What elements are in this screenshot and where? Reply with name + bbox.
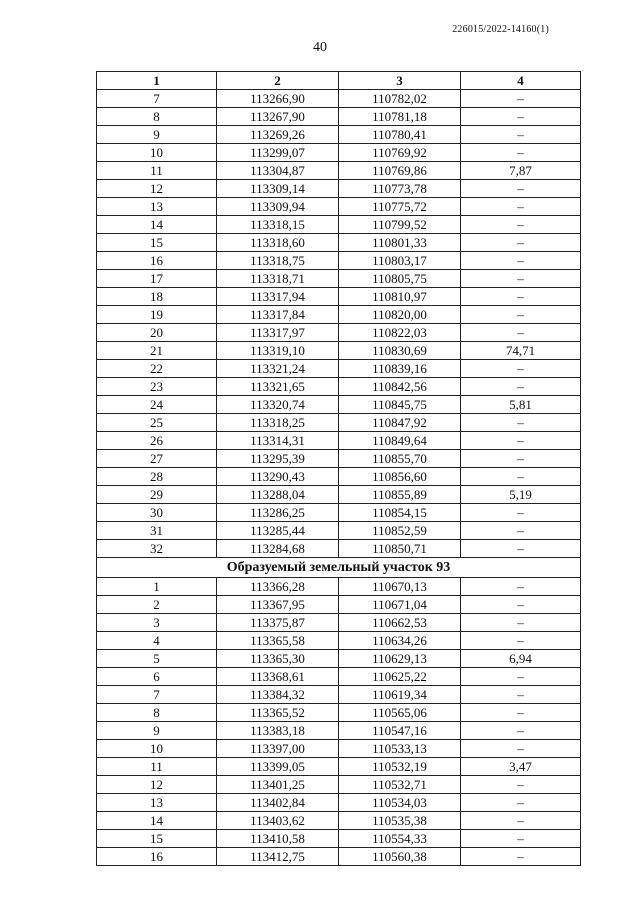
point-number-cell: 14	[97, 216, 217, 234]
x-coordinate-cell: 113365,30	[217, 650, 339, 668]
y-coordinate-cell: 110634,26	[339, 632, 461, 650]
y-coordinate-cell: 110820,00	[339, 306, 461, 324]
y-coordinate-cell: 110822,03	[339, 324, 461, 342]
table-row	[97, 360, 581, 378]
y-coordinate-cell: 110773,78	[339, 180, 461, 198]
y-coordinate-cell: 110532,19	[339, 758, 461, 776]
radius-cell: –	[461, 414, 581, 432]
x-coordinate-cell: 113299,07	[217, 144, 339, 162]
x-coordinate-cell: 113366,28	[217, 578, 339, 596]
y-coordinate-cell: 110535,38	[339, 812, 461, 830]
x-coordinate-cell: 113321,65	[217, 378, 339, 396]
point-number-cell: 5	[97, 650, 217, 668]
radius-cell: –	[461, 90, 581, 108]
point-number-cell: 12	[97, 180, 217, 198]
point-number-cell: 22	[97, 360, 217, 378]
point-number-cell: 9	[97, 722, 217, 740]
y-coordinate-cell: 110532,71	[339, 776, 461, 794]
y-coordinate-cell: 110769,86	[339, 162, 461, 180]
y-coordinate-cell: 110775,72	[339, 198, 461, 216]
y-coordinate-cell: 110781,18	[339, 108, 461, 126]
table-row	[97, 378, 581, 396]
radius-cell: 6,94	[461, 650, 581, 668]
y-coordinate-cell: 110629,13	[339, 650, 461, 668]
x-coordinate-cell: 113317,94	[217, 288, 339, 306]
table-row	[97, 686, 581, 704]
section-title: Образуемый земельный участок 93	[97, 558, 581, 578]
point-number-cell: 3	[97, 614, 217, 632]
table-row	[97, 794, 581, 812]
page-number: 40	[313, 40, 327, 55]
radius-cell: –	[461, 686, 581, 704]
point-number-cell: 11	[97, 758, 217, 776]
y-coordinate-cell: 110554,33	[339, 830, 461, 848]
x-coordinate-cell: 113375,87	[217, 614, 339, 632]
x-coordinate-cell: 113284,68	[217, 540, 339, 558]
x-coordinate-cell: 113368,61	[217, 668, 339, 686]
table-row	[97, 252, 581, 270]
x-coordinate-cell: 113403,62	[217, 812, 339, 830]
y-coordinate-cell: 110805,75	[339, 270, 461, 288]
point-number-cell: 23	[97, 378, 217, 396]
table-row	[97, 180, 581, 198]
table-row	[97, 704, 581, 722]
x-coordinate-cell: 113384,32	[217, 686, 339, 704]
y-coordinate-cell: 110803,17	[339, 252, 461, 270]
radius-cell: –	[461, 450, 581, 468]
x-coordinate-cell: 113286,25	[217, 504, 339, 522]
table-row	[97, 468, 581, 486]
table-row	[97, 632, 581, 650]
table-row	[97, 614, 581, 632]
y-coordinate-cell: 110854,15	[339, 504, 461, 522]
y-coordinate-cell: 110671,04	[339, 596, 461, 614]
x-coordinate-cell: 113318,15	[217, 216, 339, 234]
y-coordinate-cell: 110565,06	[339, 704, 461, 722]
x-coordinate-cell: 113318,25	[217, 414, 339, 432]
radius-cell: –	[461, 522, 581, 540]
point-number-cell: 27	[97, 450, 217, 468]
section-title-row	[97, 558, 581, 578]
point-number-cell: 30	[97, 504, 217, 522]
x-coordinate-cell: 113309,14	[217, 180, 339, 198]
x-coordinate-cell: 113290,43	[217, 468, 339, 486]
column-header-x-coordinate: 2	[217, 72, 339, 90]
point-number-cell: 4	[97, 632, 217, 650]
y-coordinate-cell: 110855,70	[339, 450, 461, 468]
radius-cell: –	[461, 740, 581, 758]
point-number-cell: 31	[97, 522, 217, 540]
y-coordinate-cell: 110799,52	[339, 216, 461, 234]
x-coordinate-cell: 113397,00	[217, 740, 339, 758]
radius-cell: –	[461, 540, 581, 558]
radius-cell: –	[461, 360, 581, 378]
radius-cell: –	[461, 126, 581, 144]
y-coordinate-cell: 110839,16	[339, 360, 461, 378]
point-number-cell: 12	[97, 776, 217, 794]
y-coordinate-cell: 110856,60	[339, 468, 461, 486]
radius-cell: 5,19	[461, 486, 581, 504]
x-coordinate-cell: 113267,90	[217, 108, 339, 126]
radius-cell: –	[461, 324, 581, 342]
radius-cell: –	[461, 812, 581, 830]
x-coordinate-cell: 113317,84	[217, 306, 339, 324]
y-coordinate-cell: 110560,38	[339, 848, 461, 866]
y-coordinate-cell: 110662,53	[339, 614, 461, 632]
radius-cell: –	[461, 848, 581, 866]
x-coordinate-cell: 113318,71	[217, 270, 339, 288]
document-registration-number: 226015/2022-14160(1)	[452, 24, 549, 35]
header-row	[97, 72, 581, 90]
table-row	[97, 126, 581, 144]
radius-cell: 3,47	[461, 758, 581, 776]
table-row	[97, 650, 581, 668]
radius-cell: –	[461, 234, 581, 252]
x-coordinate-cell: 113295,39	[217, 450, 339, 468]
table-row	[97, 758, 581, 776]
radius-cell: –	[461, 378, 581, 396]
y-coordinate-cell: 110855,89	[339, 486, 461, 504]
x-coordinate-cell: 113412,75	[217, 848, 339, 866]
point-number-cell: 32	[97, 540, 217, 558]
x-coordinate-cell: 113399,05	[217, 758, 339, 776]
y-coordinate-cell: 110533,13	[339, 740, 461, 758]
table-row	[97, 288, 581, 306]
point-number-cell: 17	[97, 270, 217, 288]
point-number-cell: 16	[97, 848, 217, 866]
table-row	[97, 306, 581, 324]
y-coordinate-cell: 110830,69	[339, 342, 461, 360]
radius-cell: –	[461, 216, 581, 234]
point-number-cell: 13	[97, 794, 217, 812]
radius-cell: –	[461, 596, 581, 614]
radius-cell: 74,71	[461, 342, 581, 360]
table-row	[97, 270, 581, 288]
table-header	[97, 72, 581, 90]
point-number-cell: 1	[97, 578, 217, 596]
radius-cell: –	[461, 794, 581, 812]
point-number-cell: 29	[97, 486, 217, 504]
table-row	[97, 830, 581, 848]
x-coordinate-cell: 113288,04	[217, 486, 339, 504]
table-row	[97, 216, 581, 234]
point-number-cell: 24	[97, 396, 217, 414]
table-row	[97, 504, 581, 522]
table-row	[97, 486, 581, 504]
y-coordinate-cell: 110847,92	[339, 414, 461, 432]
table-row	[97, 396, 581, 414]
x-coordinate-cell: 113402,84	[217, 794, 339, 812]
point-number-cell: 21	[97, 342, 217, 360]
table-row	[97, 162, 581, 180]
radius-cell: –	[461, 144, 581, 162]
radius-cell: –	[461, 180, 581, 198]
table-row	[97, 198, 581, 216]
table-row	[97, 324, 581, 342]
point-number-cell: 14	[97, 812, 217, 830]
radius-cell: 7,87	[461, 162, 581, 180]
radius-cell: 5,81	[461, 396, 581, 414]
point-number-cell: 9	[97, 126, 217, 144]
radius-cell: –	[461, 306, 581, 324]
radius-cell: –	[461, 288, 581, 306]
radius-cell: –	[461, 830, 581, 848]
x-coordinate-cell: 113304,87	[217, 162, 339, 180]
point-number-cell: 16	[97, 252, 217, 270]
radius-cell: –	[461, 578, 581, 596]
radius-cell: –	[461, 198, 581, 216]
x-coordinate-cell: 113269,26	[217, 126, 339, 144]
table-row	[97, 108, 581, 126]
radius-cell: –	[461, 722, 581, 740]
y-coordinate-cell: 110801,33	[339, 234, 461, 252]
radius-cell: –	[461, 614, 581, 632]
table-row	[97, 90, 581, 108]
radius-cell: –	[461, 252, 581, 270]
table-row	[97, 234, 581, 252]
y-coordinate-cell: 110842,56	[339, 378, 461, 396]
point-number-cell: 26	[97, 432, 217, 450]
y-coordinate-cell: 110852,59	[339, 522, 461, 540]
y-coordinate-cell: 110850,71	[339, 540, 461, 558]
radius-cell: –	[461, 668, 581, 686]
table-row	[97, 414, 581, 432]
table-row	[97, 342, 581, 360]
x-coordinate-cell: 113367,95	[217, 596, 339, 614]
radius-cell: –	[461, 270, 581, 288]
x-coordinate-cell: 113285,44	[217, 522, 339, 540]
y-coordinate-cell: 110845,75	[339, 396, 461, 414]
column-header-point-number: 1	[97, 72, 217, 90]
point-number-cell: 10	[97, 144, 217, 162]
radius-cell: –	[461, 632, 581, 650]
radius-cell: –	[461, 776, 581, 794]
point-number-cell: 8	[97, 108, 217, 126]
radius-cell: –	[461, 468, 581, 486]
radius-cell: –	[461, 704, 581, 722]
radius-cell: –	[461, 108, 581, 126]
radius-cell: –	[461, 432, 581, 450]
x-coordinate-cell: 113317,97	[217, 324, 339, 342]
table-row	[97, 144, 581, 162]
table-row	[97, 432, 581, 450]
x-coordinate-cell: 113318,60	[217, 234, 339, 252]
table-row	[97, 776, 581, 794]
y-coordinate-cell: 110780,41	[339, 126, 461, 144]
y-coordinate-cell: 110547,16	[339, 722, 461, 740]
point-number-cell: 15	[97, 830, 217, 848]
x-coordinate-cell: 113318,75	[217, 252, 339, 270]
point-number-cell: 10	[97, 740, 217, 758]
x-coordinate-cell: 113266,90	[217, 90, 339, 108]
coordinates-table	[96, 71, 581, 866]
y-coordinate-cell: 110782,02	[339, 90, 461, 108]
table-row	[97, 722, 581, 740]
point-number-cell: 7	[97, 686, 217, 704]
y-coordinate-cell: 110810,97	[339, 288, 461, 306]
x-coordinate-cell: 113401,25	[217, 776, 339, 794]
point-number-cell: 25	[97, 414, 217, 432]
x-coordinate-cell: 113309,94	[217, 198, 339, 216]
y-coordinate-cell: 110849,64	[339, 432, 461, 450]
table-body	[97, 90, 581, 866]
x-coordinate-cell: 113383,18	[217, 722, 339, 740]
table-row	[97, 668, 581, 686]
column-header-y-coordinate: 3	[339, 72, 461, 90]
x-coordinate-cell: 113365,58	[217, 632, 339, 650]
point-number-cell: 6	[97, 668, 217, 686]
x-coordinate-cell: 113365,52	[217, 704, 339, 722]
x-coordinate-cell: 113319,10	[217, 342, 339, 360]
x-coordinate-cell: 113314,31	[217, 432, 339, 450]
point-number-cell: 28	[97, 468, 217, 486]
point-number-cell: 18	[97, 288, 217, 306]
point-number-cell: 7	[97, 90, 217, 108]
y-coordinate-cell: 110625,22	[339, 668, 461, 686]
y-coordinate-cell: 110670,13	[339, 578, 461, 596]
point-number-cell: 19	[97, 306, 217, 324]
table-row	[97, 540, 581, 558]
column-header-radius: 4	[461, 72, 581, 90]
x-coordinate-cell: 113410,58	[217, 830, 339, 848]
point-number-cell: 2	[97, 596, 217, 614]
point-number-cell: 13	[97, 198, 217, 216]
point-number-cell: 20	[97, 324, 217, 342]
table-row	[97, 522, 581, 540]
table-row	[97, 596, 581, 614]
table-row	[97, 848, 581, 866]
y-coordinate-cell: 110769,92	[339, 144, 461, 162]
y-coordinate-cell: 110534,03	[339, 794, 461, 812]
table-row	[97, 740, 581, 758]
point-number-cell: 11	[97, 162, 217, 180]
x-coordinate-cell: 113320,74	[217, 396, 339, 414]
table-row	[97, 812, 581, 830]
x-coordinate-cell: 113321,24	[217, 360, 339, 378]
y-coordinate-cell: 110619,34	[339, 686, 461, 704]
point-number-cell: 8	[97, 704, 217, 722]
table-row	[97, 450, 581, 468]
table-row	[97, 578, 581, 596]
point-number-cell: 15	[97, 234, 217, 252]
radius-cell: –	[461, 504, 581, 522]
